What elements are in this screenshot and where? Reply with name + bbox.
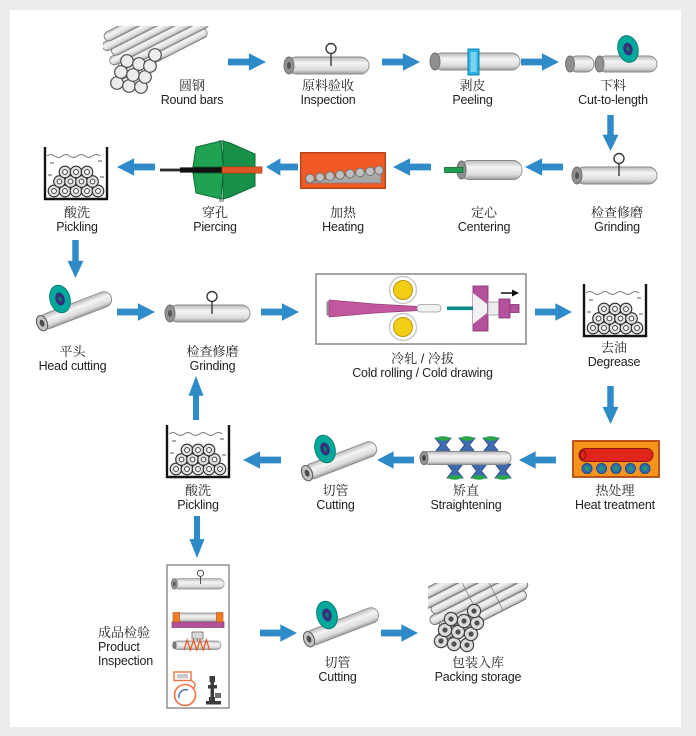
pickling-tank-icon [164, 422, 232, 480]
step-label-en: Degrease [587, 355, 641, 369]
cut-to-length-icon [564, 28, 662, 78]
step-head-cutting [20, 344, 125, 373]
step-cutting-1 [293, 483, 378, 512]
step-label-en: Inspection [300, 93, 356, 107]
step-label-en: Head cutting [38, 359, 107, 373]
step-label-zh: 剥皮 [459, 78, 486, 93]
step-label-zh: 下料 [599, 78, 626, 93]
step-label-en: Peeling [452, 93, 493, 107]
step-label-en: Straightening [430, 498, 502, 512]
step-label-en: Cutting [318, 670, 357, 684]
step-cold-rolling [330, 351, 515, 380]
step-label-en: Grinding [594, 220, 640, 234]
step-centering [440, 205, 528, 234]
step-label-zh: 去油 [600, 340, 627, 355]
step-label-zh: 切管 [324, 655, 351, 670]
step-label-zh: 酸洗 [63, 205, 90, 220]
step-round-bars [132, 78, 252, 107]
step-label-zh: 平头 [59, 344, 86, 359]
pickling-tank-icon [42, 144, 110, 202]
step-label-zh: 定心 [470, 205, 497, 220]
cold-rolling-drawing-icon [315, 273, 527, 345]
piercing-mill-icon [160, 140, 266, 202]
step-label-zh: 穿孔 [201, 205, 228, 220]
step-pickling-1 [38, 205, 116, 234]
step-label-en: Cutting [316, 498, 355, 512]
degrease-tank-icon [581, 281, 649, 339]
step-cut-to-length [558, 78, 668, 107]
step-label-zh: 加热 [329, 205, 356, 220]
step-label-en: Grinding [189, 359, 236, 373]
step-pickling-2 [156, 483, 240, 512]
step-label-zh: 检查修磨 [590, 205, 643, 220]
step-label-en: Cut-to-length [578, 93, 648, 107]
pipe-cutting-icon [291, 428, 383, 490]
packing-bundle-icon [428, 583, 530, 655]
step-heat-treatment [556, 483, 674, 512]
step-label-en: Round bars [160, 93, 224, 107]
head-cutting-icon [26, 278, 118, 340]
step-inspection [278, 78, 378, 107]
step-label-en: Inspection [98, 654, 153, 668]
straightening-icon [418, 436, 515, 480]
step-label-en: Cold rolling / Cold drawing [352, 366, 493, 380]
peeling-pipe-icon [428, 48, 524, 76]
step-label-en: Piercing [193, 220, 237, 234]
step-label-zh: 热处理 [595, 483, 635, 498]
step-label-en: Packing storage [434, 670, 522, 684]
step-label-en: Heat treatment [575, 498, 655, 512]
step-label-zh: 圆钢 [178, 78, 205, 93]
step-label-zh: 冷轧 / 冷拔 [391, 351, 454, 366]
step-cutting-2 [295, 655, 380, 684]
step-label-en: Pickling [177, 498, 219, 512]
step-label-zh: 检查修磨 [186, 344, 239, 359]
step-straightening [412, 483, 520, 512]
heat-treatment-furnace-icon [572, 440, 660, 478]
product-inspection-box-icon [166, 564, 230, 709]
step-label-en: Pickling [56, 220, 98, 234]
step-heating [298, 205, 388, 234]
inspection-pipe-gauge-icon [282, 40, 372, 76]
step-label-zh: 原料验收 [301, 78, 354, 93]
step-label-en: Centering [457, 220, 511, 234]
step-degrease [574, 340, 654, 369]
step-grinding-2 [160, 344, 265, 373]
step-piercing [170, 205, 260, 234]
step-label-zh: 切管 [322, 483, 349, 498]
step-packing [418, 655, 538, 684]
step-label-en: Heating [322, 220, 364, 234]
grinding-pipe-gauge-icon [570, 150, 660, 186]
step-peeling [420, 78, 525, 107]
pipe-cutting-icon [293, 594, 385, 656]
step-grinding-1 [562, 205, 672, 234]
step-label-zh: 酸洗 [184, 483, 211, 498]
step-label-zh: 包装入库 [451, 655, 504, 670]
step-label-zh: 矫直 [452, 483, 479, 498]
grinding-pipe-gauge-icon [163, 288, 253, 324]
step-label-en: Product [98, 640, 140, 654]
heating-furnace-icon [300, 152, 386, 189]
step-label-zh: 成品检验 [98, 625, 151, 640]
centering-pipe-icon [444, 158, 524, 182]
step-product-inspection [98, 625, 164, 668]
